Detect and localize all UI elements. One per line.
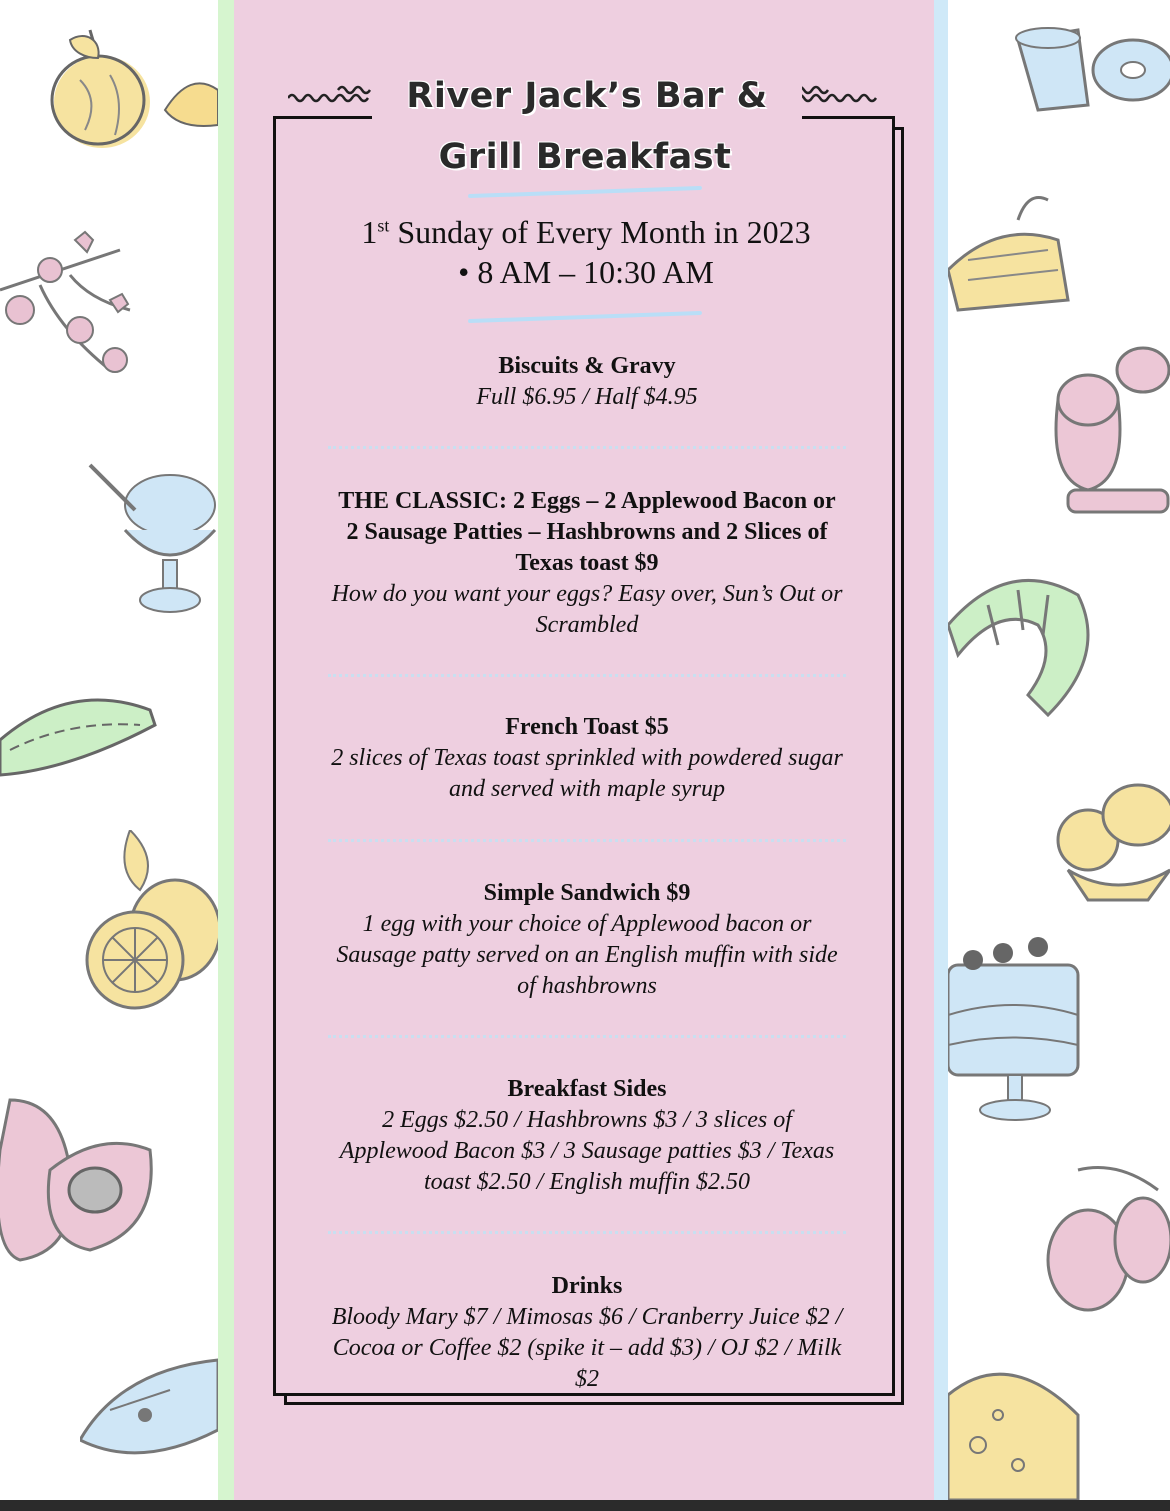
pear-icon [1038,1150,1170,1330]
avocado-icon [0,1090,160,1270]
roast-chicken-icon [948,190,1078,330]
menu-item-name: Simple Sandwich $9 [483,880,691,906]
right-accent-stripe [934,0,948,1500]
menu-item-desc: 2 slices of Texas toast sprinkled with powdered sugar and served with maple syrup [331,745,843,802]
menu-item [330,486,844,641]
orange-slice-icon [160,70,218,130]
schedule-ordinal: 1 [361,214,378,250]
cheese-icon [948,1355,1088,1500]
menu-item-name: French Toast $5 [505,714,669,740]
menu-item [330,1271,844,1395]
lemon-icon [60,830,218,1020]
right-decoration [948,0,1170,1500]
divider [328,1231,846,1234]
menu-item-name: THE CLASSIC: 2 Eggs – 2 Applewood Bacon or 2 Sausage Patties – Hashbrowns and 2 Slices of Texas toast $9 [338,488,836,576]
ice-cream-icon [85,460,218,620]
page-title-line1: River Jack’s Bar & [372,76,802,116]
divider [328,839,846,842]
menu-item-name: Biscuits & Gravy [498,353,676,379]
divider [328,674,846,677]
sandwich-icon [0,680,160,790]
berries-icon [0,230,140,390]
apple-icon [40,20,170,160]
menu-item [330,351,844,413]
right-squiggle-ornament [796,82,886,106]
left-decoration [0,0,218,1500]
menu-item-name: Drinks [551,1273,623,1299]
bottom-edge-bar [0,1500,1170,1511]
menu-item-desc: 2 Eggs $2.50 / Hashbrowns $3 / 3 slices of Applewood Bacon $3 / 3 Sausage patties $3 / Texas toast $2.50 / English muffin $2.50 [339,1107,835,1195]
divider [328,1035,846,1038]
left-squiggle-ornament [288,82,378,106]
fruit-bowl-icon [1048,770,1170,920]
schedule-text [300,214,872,251]
menu-item-desc: 1 egg with your choice of Applewood bacon or Sausage patty served on an English muffin with side of hashbrowns [336,911,838,999]
menu-item-desc: Full $6.95 / Half $4.95 [476,384,698,410]
fish-icon [80,1350,218,1470]
menu-item-desc: Bloody Mary $7 / Mimosas $6 / Cranberry Juice $2 / Cocoa or Coffee $2 (spike it – add $3) / OJ $2 / Milk $2 [331,1304,843,1392]
left-accent-stripe [218,0,234,1500]
divider [328,446,846,449]
croissant-icon [948,565,1098,725]
salt-pepper-icon [1048,330,1170,520]
page-title-line2: Grill Breakfast [438,137,732,177]
cake-icon [948,935,1088,1125]
coffee-donut-icon [1008,10,1170,130]
menu-item-name: Breakfast Sides [507,1076,667,1102]
schedule-suffix: st [377,215,390,236]
menu-item-desc: How do you want your eggs? Easy over, Sun’s Out or Scrambled [331,581,843,638]
hours-text: • 8 AM – 10:30 AM [458,254,714,290]
menu-item [330,878,844,1002]
schedule-rest: Sunday of Every Month in 2023 [389,214,811,250]
menu-item [330,1074,844,1198]
menu-item [330,712,844,805]
